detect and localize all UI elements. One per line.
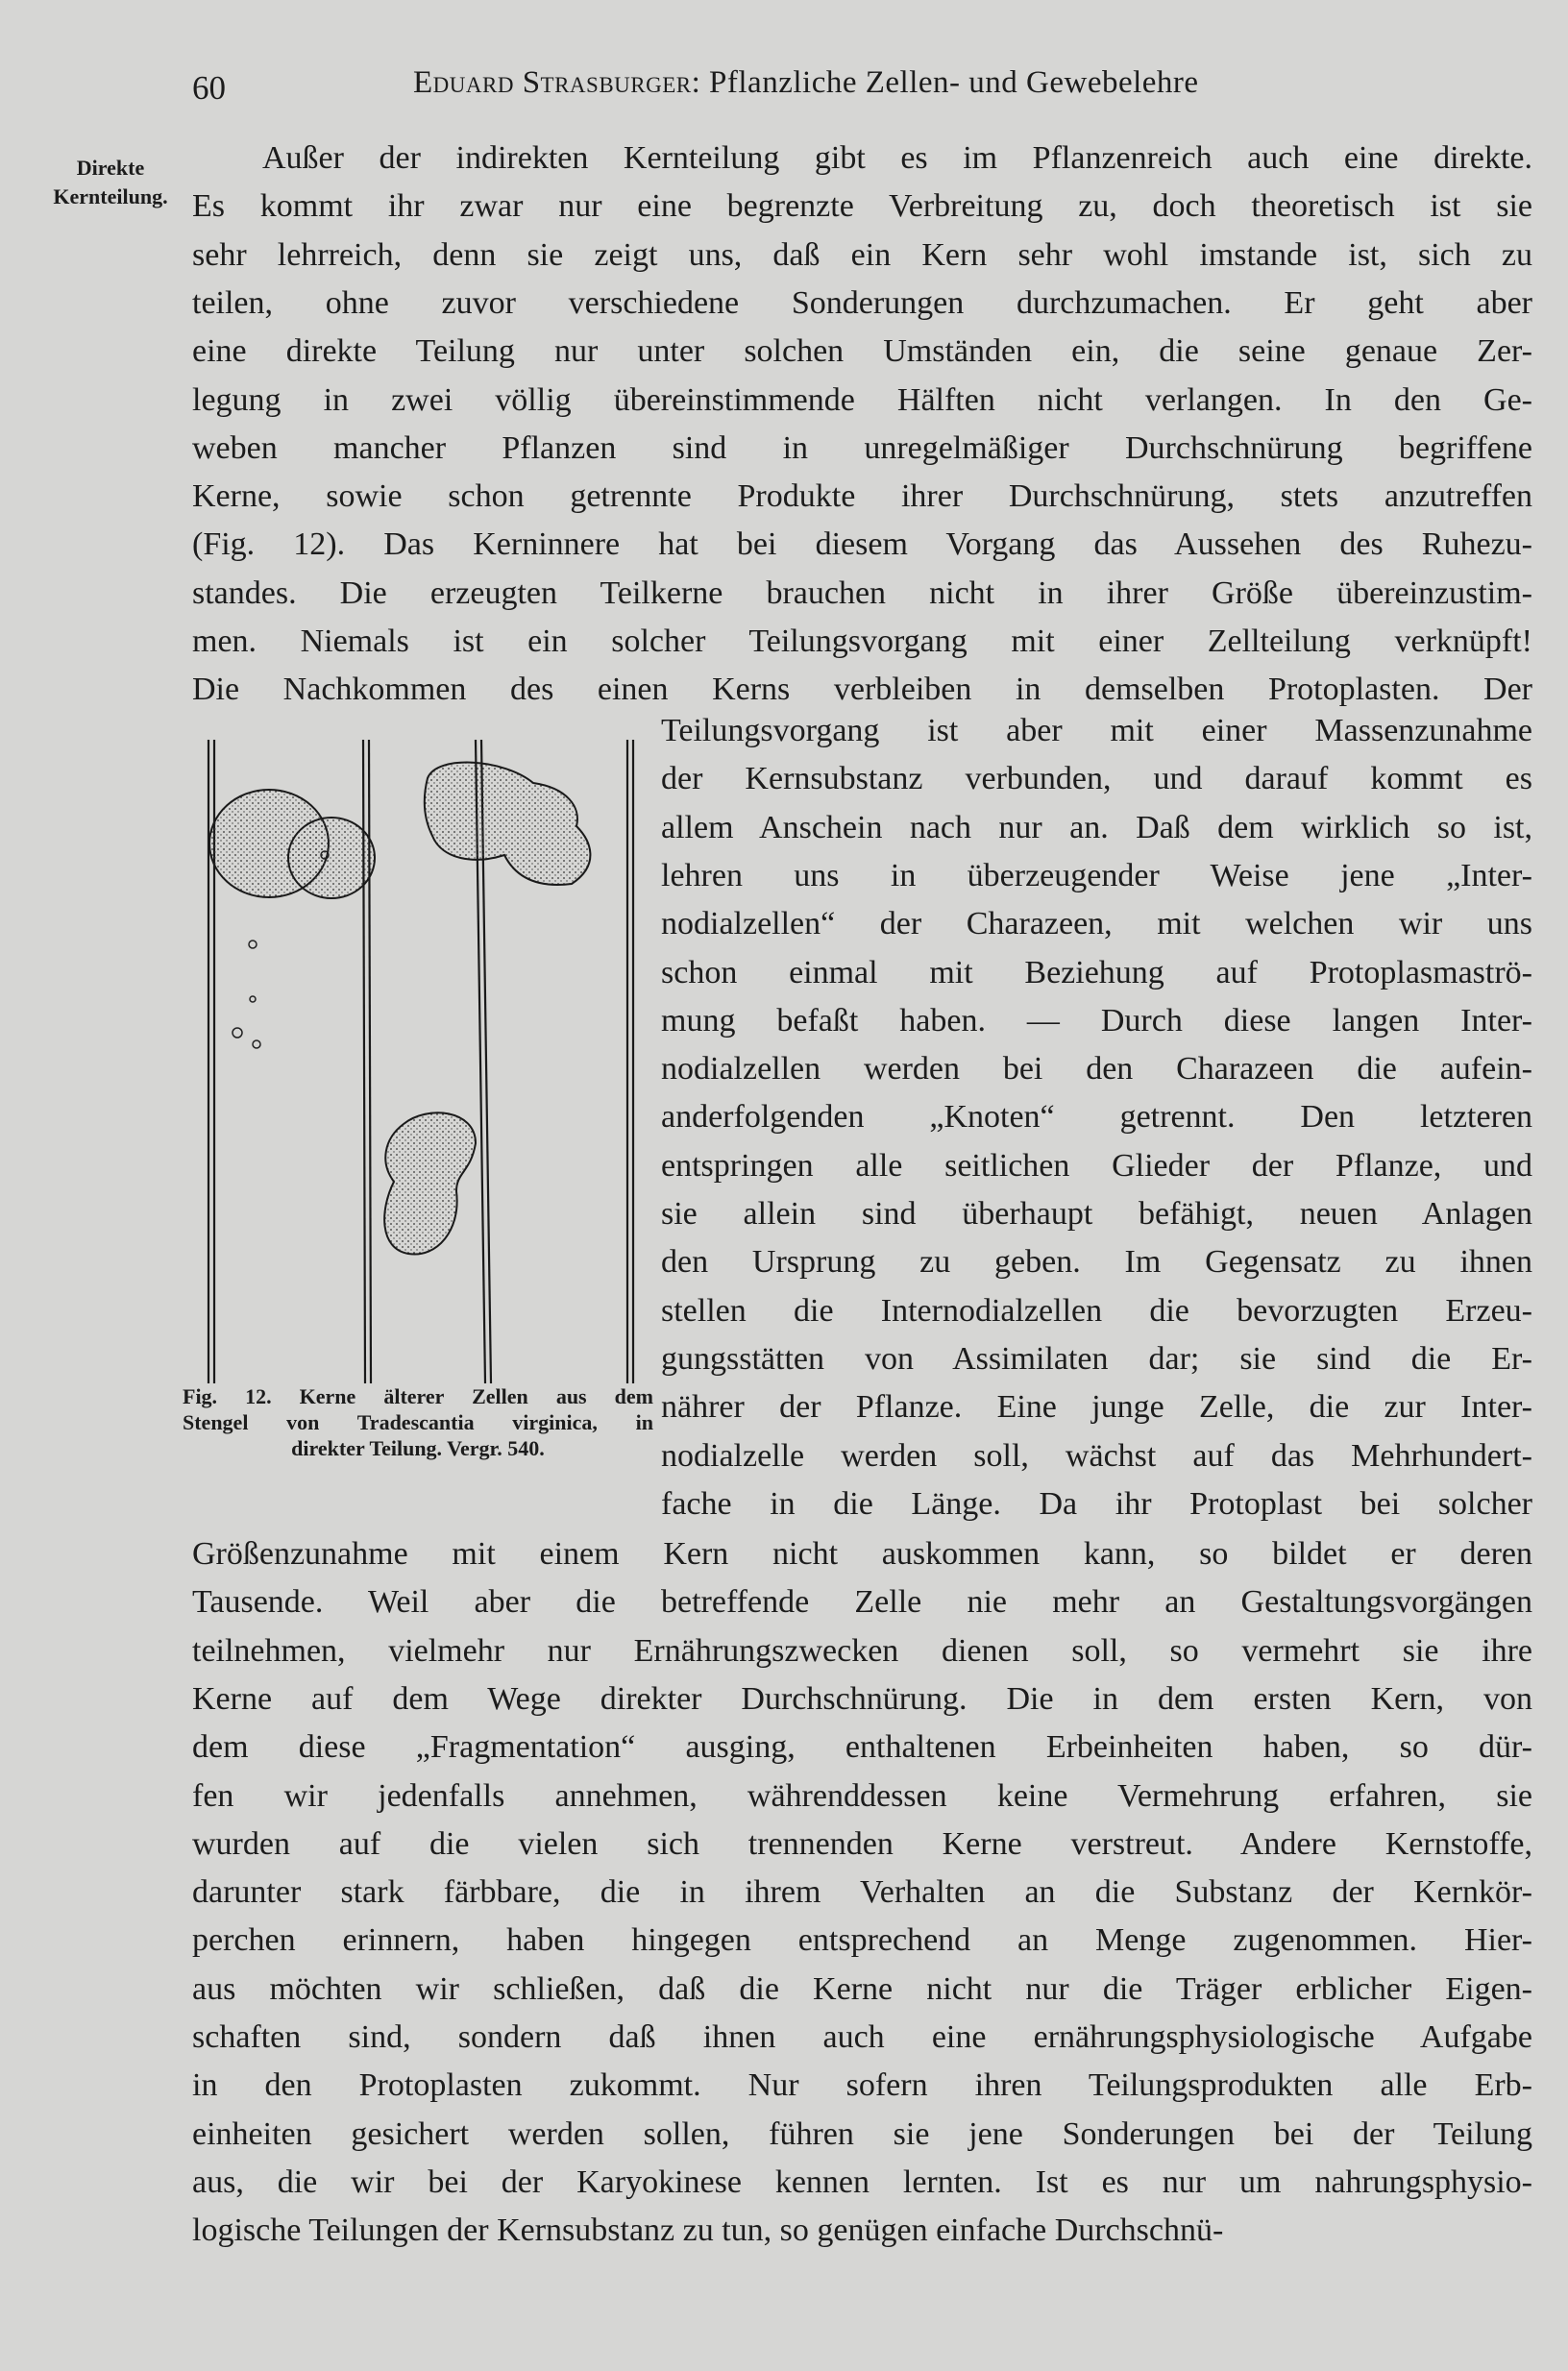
caption-line: Stengel von Tradescantia virginica, in (183, 1410, 653, 1434)
text-line: allem Anschein nach nur an. Daß dem wirklich so ist, (661, 809, 1532, 845)
text-line: schaften sind, sondern daß ihnen auch eine ernährungsphysiologische Aufgabe (192, 2019, 1532, 2055)
text-line: mung befaßt haben. — Durch diese langen Inter- (661, 1002, 1532, 1039)
text-line: standes. Die erzeugten Teilkerne brauchen nicht in ihrer Größe übereinzustim- (192, 574, 1532, 611)
text-line: lehren uns in überzeugender Weise jene „Inter- (661, 857, 1532, 893)
text-line: Größenzunahme mit einem Kern nicht auskommen kann, so bildet er deren (192, 1536, 1532, 1572)
text-line: Es kommt ihr zwar nur eine begrenzte Verbreitung zu, doch theoretisch ist sie (192, 188, 1532, 225)
text-line: nodialzellen werden bei den Charazeen die aufein- (661, 1051, 1532, 1088)
text-line: fen wir jedenfalls annehmen, währenddessen keine Vermehrung erfahren, sie (192, 1777, 1532, 1814)
marginal-note-line: Direkte (76, 156, 145, 180)
author-name: Eduard Strasburger (413, 65, 692, 100)
text-line: nährer der Pflanze. Eine junge Zelle, die zur Inter- (661, 1389, 1532, 1426)
text-line: in den Protoplasten zukommt. Nur sofern ihren Teilungsprodukten alle Erb- (192, 2067, 1532, 2104)
text-line: aus, die wir bei der Karyokinese kennen lernten. Ist es nur um nahrungsphysio- (192, 2163, 1532, 2200)
text-line: weben mancher Pflanzen sind in unregelmäßiger Durchschnürung begriffene (192, 429, 1532, 466)
text-line: nodialzellen“ der Charazeen, mit welchen wir uns (661, 906, 1532, 942)
text-line: (Fig. 12). Das Kerninnere hat bei diesem Vorgang das Aussehen des Ruhezu- (192, 526, 1532, 563)
text-line: entspringen alle seitlichen Glieder der Pflanze, und (661, 1147, 1532, 1184)
text-line: legung in zwei völlig übereinstimmende Hälften nicht verlangen. In den Ge- (192, 381, 1532, 418)
text-line: eine direkte Teilung nur unter solchen Umständen ein, die seine genaue Zer- (192, 333, 1532, 370)
text-line: schon einmal mit Beziehung auf Protoplasmaströ- (661, 954, 1532, 990)
text-line: Kerne auf dem Wege direkter Durchschnürung. Die in dem ersten Kern, von (192, 1680, 1532, 1717)
text-line: darunter stark färbbare, die in ihrem Verhalten an die Substanz der Kernkör- (192, 1874, 1532, 1911)
text-line: der Kernsubstanz verbunden, und darauf kommt es (661, 761, 1532, 797)
caption-line: direkter Teilung. Vergr. 540. (291, 1436, 545, 1460)
marginal-note (38, 154, 183, 211)
running-head (192, 60, 1537, 108)
text-line: Außer der indirekten Kernteilung gibt es im Pflanzenreich auch eine direkte. (262, 140, 1532, 176)
text-line: anderfolgenden „Knoten“ getrennt. Den letzteren (661, 1099, 1532, 1136)
text-line: fache in die Länge. Da ihr Protoplast bei solcher (661, 1485, 1532, 1522)
text-line: wurden auf die vielen sich trennenden Kerne verstreut. Andere Kernstoffe, (192, 1825, 1532, 1862)
text-line: dem diese „Fragmentation“ ausging, enthaltenen Erbeinheiten haben, so dür- (192, 1729, 1532, 1766)
text-line: teilnehmen, vielmehr nur Ernährungszwecken dienen soll, so vermehrt sie ihre (192, 1632, 1532, 1669)
marginal-note-line: Kernteilung. (53, 184, 168, 208)
book-title: Pflanzliche Zellen- und Gewebelehre (709, 65, 1199, 100)
figure-12-illustration (187, 721, 639, 1393)
text-line: aus möchten wir schließen, daß die Kerne nicht nur die Träger erblicher Eigen- (192, 1970, 1532, 2007)
text-line: Kerne, sowie schon getrennte Produkte ihrer Durchschnürung, stets anzutreffen (192, 478, 1532, 515)
text-line: perchen erinnern, haben hingegen entsprechend an Menge zugenommen. Hier- (192, 1922, 1532, 1959)
caption-line: Fig. 12. Kerne älterer Zellen aus dem (183, 1384, 653, 1408)
text-line: Tausende. Weil aber die betreffende Zelle nie mehr an Gestaltungsvorgängen (192, 1584, 1532, 1621)
text-line: sie allein sind überhaupt befähigt, neuen Anlagen (661, 1196, 1532, 1232)
text-line: men. Niemals ist ein solcher Teilungsvorgang mit einer Zellteilung verknüpft! (192, 623, 1532, 659)
figure-caption (183, 1383, 653, 1461)
text-line: stellen die Internodialzellen die bevorzugten Erzeu- (661, 1292, 1532, 1329)
page-number: 60 (192, 69, 226, 107)
text-line: den Ursprung zu geben. Im Gegensatz zu ihnen (661, 1244, 1532, 1281)
running-title: Eduard Strasburger: Pflanzliche Zellen- und Gewebelehre (413, 65, 1199, 100)
text-line: Die Nachkommen des einen Kerns verbleiben in demselben Protoplasten. Der (192, 672, 1532, 708)
text-line: Teilungsvorgang ist aber mit einer Massenzunahme (661, 713, 1532, 748)
text-line: teilen, ohne zuvor verschiedene Sonderungen durchzumachen. Er geht aber (192, 284, 1532, 321)
text-line: logische Teilungen der Kernsubstanz zu tun, so genügen einfache Durchschnü- (192, 2212, 1224, 2249)
text-line: einheiten gesichert werden sollen, führen sie jene Sonderungen bei der Teilung (192, 2115, 1532, 2152)
text-line: gungsstätten von Assimilaten dar; sie sind die Er- (661, 1340, 1532, 1377)
text-line: sehr lehrreich, denn sie zeigt uns, daß ein Kern sehr wohl imstande ist, sich zu (192, 236, 1532, 273)
text-line: nodialzelle werden soll, wächst auf das Mehrhundert- (661, 1437, 1532, 1474)
